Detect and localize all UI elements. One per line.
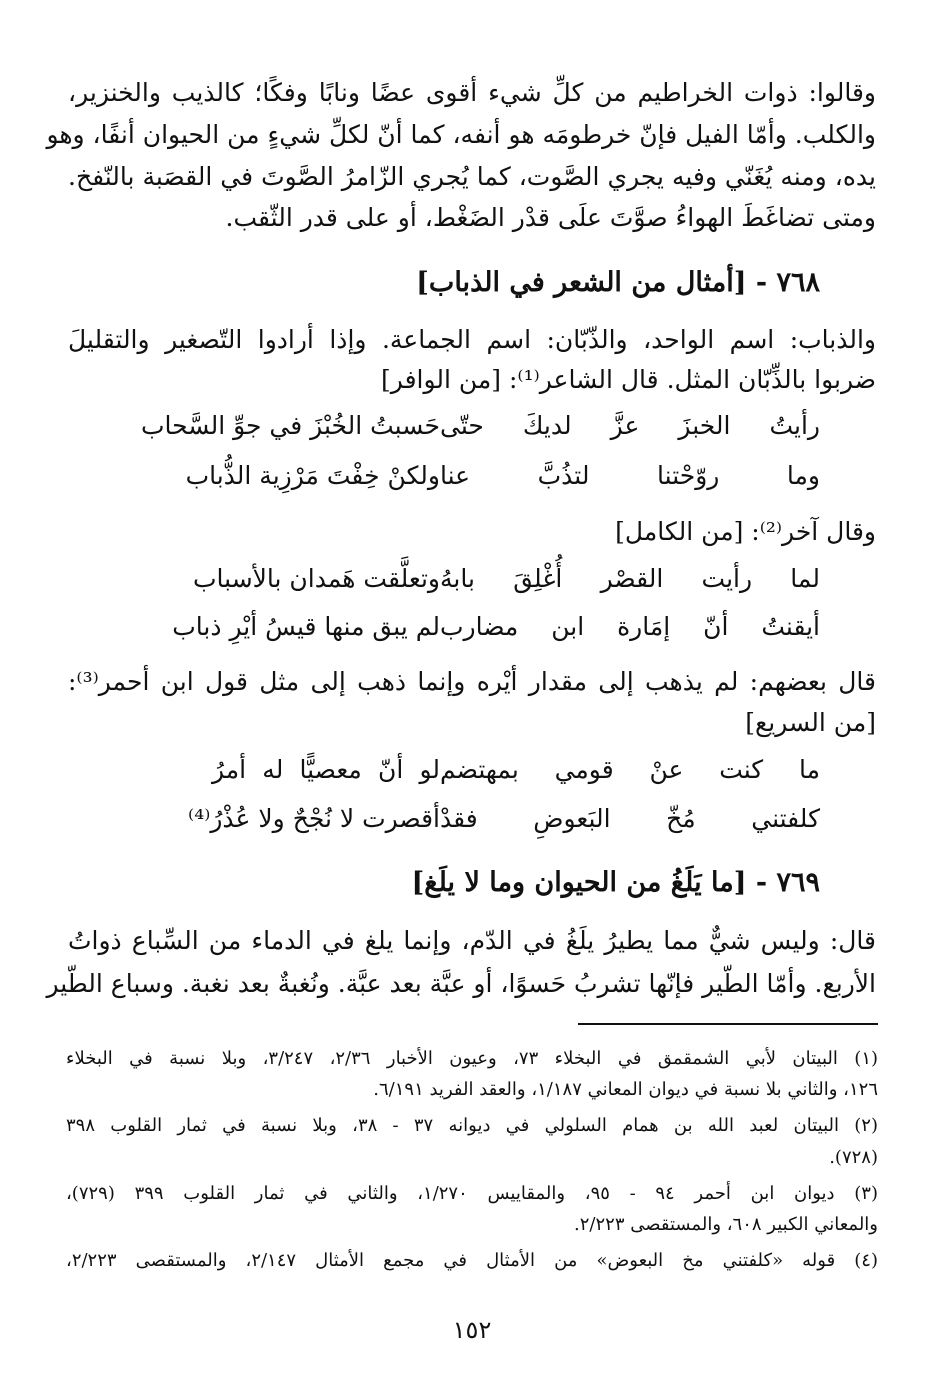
footnote-line: ١٢٦، والثاني بلا نسبة في ديوان المعاني ١/١٨٧، والعقد الفريد ٦/١٩١. xyxy=(373,1079,878,1100)
body-text-line: والكلب. وأمّا الفيل فإنّ خرطومَه هو أنفه، كما أنّ لكلِّ شيءٍ من الحيوان أنفًا، وهو xyxy=(46,120,876,149)
poet-intro: وقال آخر⁽²⁾: [من الكامل] xyxy=(615,517,876,546)
body-text-line: الأربع. وأمّا الطّير فإنّها تشربُ حَسوًا، أو عبَّة بعد عبَّة. ونُغبةٌ بعد نغبة. وسباع الطّير xyxy=(46,969,876,998)
footnote-line: (١) البيتان لأبي الشمقمق في البخلاء ٧٣، وعيون الأخبار ٢/٣٦، ٣/٢٤٧، وبلا نسبة في البخلاء xyxy=(66,1048,879,1069)
section-heading-768: ٧٦٨ - [أمثال من الشعر في الذباب] xyxy=(416,267,820,298)
body-text-line: ومتى تضاغَطَ الهواءُ صوَّتَ علَى قدْر الضَغْط، أو على قدر الثّقب. xyxy=(225,203,876,232)
poem-hemistich-right: لما رأيت القصْر أُغْلِقَ بابهُ xyxy=(440,564,820,593)
body-text-line: والذباب: اسم الواحد، والذّبّان: اسم الجماعة. وإذا أرادوا التّصغير والتقليلَ xyxy=(68,325,876,354)
body-text-line: يده، ومنه يُغَنّي وفيه يجري الصَّوت، كما يُجري الزّامرُ الصَّوتَ في القصَبة بالنّفخ. xyxy=(68,162,876,191)
footnote-line: (٣) ديوان ابن أحمر ٩٤ - ٩٥، والمقاييس ١/٢٧٠، والثاني في ثمار القلوب ٣٩٩ (٧٢٩)، xyxy=(66,1183,878,1204)
footnote-line: والمعاني الكبير ٦٠٨، والمستقصى ٢/٢٢٣. xyxy=(574,1214,878,1235)
body-text-line: قال: وليس شيٌّ مما يطيرُ يلَغُ في الدّم، وإنما يلغ في الدماء من السِّباع ذواتُ xyxy=(68,926,876,955)
page-number: ١٥٢ xyxy=(452,1316,492,1344)
body-text-line: وقالوا: ذوات الخراطيم من كلِّ شيء أقوى عضًا ونابًا وفكًا؛ كالذيب والخنزير، xyxy=(68,78,876,107)
footnote-line: (٧٢٨). xyxy=(829,1147,878,1168)
footnote-separator xyxy=(578,1023,878,1025)
poem-hemistich-left: لو أنّ معصيًّا له أمرُ xyxy=(212,755,440,784)
poem-hemistich-right: وما روّحْتنا لتذُبَّ عنا xyxy=(440,461,820,490)
meter-label: [من السريع] xyxy=(745,708,876,737)
poem-hemistich-left: ولكنْ خِفْتَ مَرْزِية الذُّباب xyxy=(185,461,440,490)
poem-hemistich-right: ما كنت عنْ قومي بمهتضم xyxy=(440,755,820,784)
section-heading-769: ٧٦٩ - [ما يَلَغُ من الحيوان وما لا يلَغ] xyxy=(411,867,820,898)
footnote-line: (٢) البيتان لعبد الله بن همام السلولي في ديوانه ٣٧ - ٣٨، وبلا نسبة في ثمار القلوب ٣٩٨ xyxy=(66,1115,878,1136)
body-text-line: قال بعضهم: لم يذهب إلى مقدار أيْره وإنما ذهب إلى مثل قول ابن أحمر⁽³⁾: xyxy=(68,667,876,696)
poem-hemistich-left: أقصرت لا نُجْحٌ ولا عُذْرُ⁽⁴⁾ xyxy=(188,804,440,833)
body-text-line: ضربوا بالذِّبّان المثل. قال الشاعر⁽¹⁾: [من الوافر] xyxy=(381,365,876,394)
poem-hemistich-left: حَسبتُ الخُبْزَ في جوِّ السَّحاب xyxy=(141,411,440,440)
footnote-line: (٤) قوله «كلفتني مخ البعوض» من الأمثال في مجمع الأمثال ٢/١٤٧، والمستقصى ٢/٢٢٣، xyxy=(66,1250,878,1271)
poem-hemistich-right: كلفتني مُخّ البَعوضِ فقدْ xyxy=(440,804,820,833)
poem-hemistich-right: أيقنتُ أنّ إمَارة ابن مضارب xyxy=(440,612,820,641)
poem-hemistich-left: لم يبق منها قيسُ أيْرِ ذباب xyxy=(172,612,440,641)
poem-hemistich-right: رأيتُ الخبزَ عزَّ لديكَ حتّى xyxy=(440,411,820,440)
poem-hemistich-left: وتعلَّقت هَمدان بالأسباب xyxy=(193,564,440,593)
